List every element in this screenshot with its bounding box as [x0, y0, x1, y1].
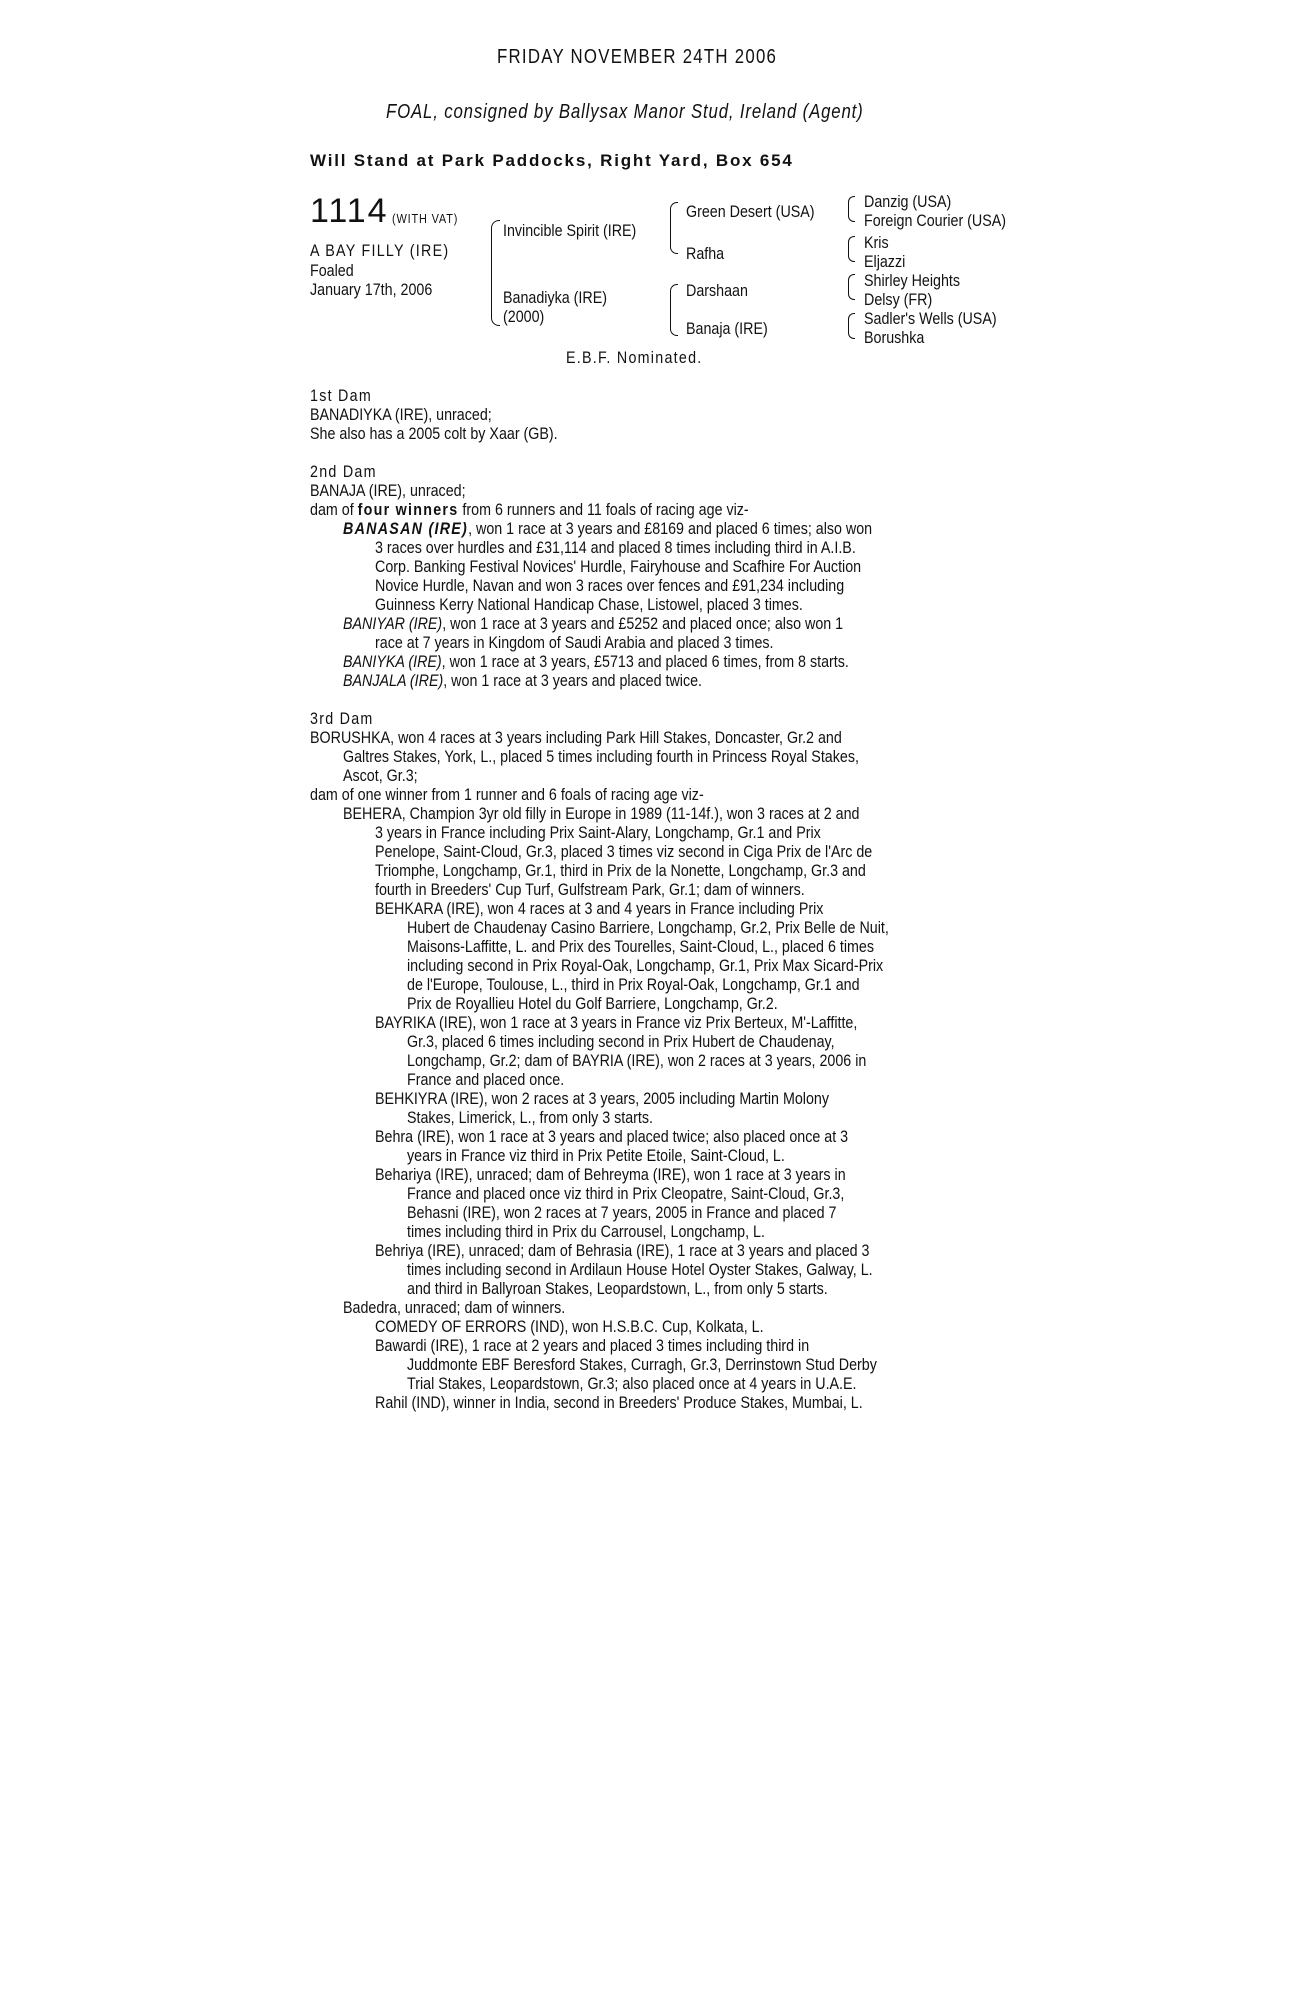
- dam3-line: Badedra, unraced; dam of winners.: [343, 1298, 566, 1317]
- dam3-line: Behariya (IRE), unraced; dam of Behreyma (IRE), won 1 race at 3 years in: [375, 1165, 846, 1184]
- pedigree-brace-ss: [848, 196, 855, 222]
- dam3-line: fourth in Breeders' Cup Turf, Gulfstream Park, Gr.1; dam of winners.: [375, 880, 805, 899]
- progeny-line: Novice Hurdle, Navan and won 3 races over fences and £91,234 including: [375, 576, 845, 595]
- pedigree-sire: Invincible Spirit (IRE): [503, 221, 637, 240]
- dam3-line: times including third in Prix du Carrousel, Longchamp, L.: [407, 1222, 765, 1241]
- dam3-line: Stakes, Limerick, L., from only 3 starts.: [407, 1108, 654, 1127]
- dam3-line: Prix de Royallieu Hotel du Golf Barriere, Longchamp, Gr.2.: [407, 994, 778, 1013]
- dam3-line: Behra (IRE), won 1 race at 3 years and placed twice; also placed once at 3: [375, 1127, 849, 1146]
- dam2-line: BANAJA (IRE), unraced;: [310, 481, 466, 500]
- pedigree-ssd: Foreign Courier (USA): [864, 211, 1007, 230]
- progeny-line: race at 7 years in Kingdom of Saudi Arabia and placed 3 times.: [375, 633, 774, 652]
- dam3-line: France and placed once.: [407, 1070, 565, 1089]
- pedigree-dam-year: (2000): [503, 307, 545, 326]
- dam3-line: Triomphe, Longchamp, Gr.1, third in Prix de la Nonette, Longchamp, Gr.3 and: [375, 861, 866, 880]
- foaled-date: January 17th, 2006: [310, 280, 433, 299]
- progeny-entry: BANIYKA (IRE), won 1 race at 3 years, £5713 and placed 6 times, from 8 starts.: [343, 652, 849, 671]
- dam1-heading: 1st Dam: [310, 386, 372, 405]
- pedigree-sss: Danzig (USA): [864, 192, 952, 211]
- pedigree-dds: Sadler's Wells (USA): [864, 309, 997, 328]
- dam1-line: She also has a 2005 colt by Xaar (GB).: [310, 424, 558, 443]
- dam3-line: Maisons-Laffitte, L. and Prix des Tourelles, Saint-Cloud, L., placed 6 times: [407, 937, 874, 956]
- progeny-entry: BANASAN (IRE), won 1 race at 3 years and £8169 and placed 6 times; also won: [343, 519, 873, 538]
- pedigree-sdd: Eljazzi: [864, 252, 906, 271]
- sale-date: FRIDAY NOVEMBER 24TH 2006: [497, 46, 778, 68]
- pedigree-brace-dd: [848, 313, 855, 339]
- ebf-nomination: E.B.F. Nominated.: [566, 348, 703, 367]
- dam3-line: and third in Ballyroan Stakes, Leopardstown, L., from only 5 starts.: [407, 1279, 828, 1298]
- dam3-line: times including second in Ardilaun House Hotel Oyster Stakes, Galway, L.: [407, 1260, 873, 1279]
- pedigree-brace-main: [491, 220, 500, 326]
- dam3-line: BEHKIYRA (IRE), won 2 races at 3 years, 2005 including Martin Molony: [375, 1089, 829, 1108]
- dam3-line: dam of one winner from 1 runner and 6 foals of racing age viz-: [310, 785, 704, 804]
- pedigree-dam-sire: Darshaan: [686, 281, 748, 300]
- dam3-line: Ascot, Gr.3;: [343, 766, 418, 785]
- progeny-line: Corp. Banking Festival Novices' Hurdle, Fairyhouse and Scafhire For Auction: [375, 557, 862, 576]
- lot-number: 1114: [310, 192, 389, 230]
- progeny-line: Guinness Kerry National Handicap Chase, Listowel, placed 3 times.: [375, 595, 803, 614]
- pedigree-dsd: Delsy (FR): [864, 290, 933, 309]
- dam3-line: BEHERA, Champion 3yr old filly in Europe in 1989 (11-14f.), won 3 races at 2 and: [343, 804, 860, 823]
- foaled-label: Foaled: [310, 261, 354, 280]
- dam2-line: dam of four winners from 6 runners and 11 foals of racing age viz-: [310, 500, 749, 519]
- pedigree-dam-dam: Banaja (IRE): [686, 319, 768, 338]
- pedigree-dam: Banadiyka (IRE): [503, 288, 607, 307]
- dam3-line: Behriya (IRE), unraced; dam of Behrasia (IRE), 1 race at 3 years and placed 3: [375, 1241, 870, 1260]
- dam3-heading: 3rd Dam: [310, 709, 374, 728]
- dam3-line: including second in Prix Royal-Oak, Longchamp, Gr.1, Prix Max Sicard-Prix: [407, 956, 884, 975]
- pedigree-ddd: Borushka: [864, 328, 925, 347]
- dam3-line: 3 years in France including Prix Saint-Alary, Longchamp, Gr.1 and Prix: [375, 823, 821, 842]
- pedigree-dss: Shirley Heights: [864, 271, 961, 290]
- consignor-line: FOAL, consigned by Ballysax Manor Stud, Ireland (Agent): [386, 101, 864, 123]
- pedigree-brace-sire: [670, 202, 678, 254]
- dam3-line: Juddmonte EBF Beresford Stakes, Curragh, Gr.3, Derrinstown Stud Derby: [407, 1355, 877, 1374]
- progeny-entry: BANJALA (IRE), won 1 race at 3 years and placed twice.: [343, 671, 703, 690]
- progeny-line: 3 races over hurdles and £31,114 and placed 8 times including third in A.I.B.: [375, 538, 856, 557]
- dam3-line: BEHKARA (IRE), won 4 races at 3 and 4 years in France including Prix: [375, 899, 824, 918]
- dam3-line: Bawardi (IRE), 1 race at 2 years and placed 3 times including third in: [375, 1336, 810, 1355]
- dam3-line: Gr.3, placed 6 times including second in Prix Hubert de Chaudenay,: [407, 1032, 835, 1051]
- dam3-line: BAYRIKA (IRE), won 1 race at 3 years in France viz Prix Berteux, M'-Laffitte,: [375, 1013, 858, 1032]
- pedigree-brace-dam: [670, 284, 678, 336]
- pedigree-sds: Kris: [864, 233, 889, 252]
- dam3-line: France and placed once viz third in Prix Cleopatre, Saint-Cloud, Gr.3,: [407, 1184, 845, 1203]
- dam1-line: BANADIYKA (IRE), unraced;: [310, 405, 492, 424]
- stand-location: Will Stand at Park Paddocks, Right Yard, Box 654: [310, 151, 794, 170]
- dam3-line: Behasni (IRE), won 2 races at 7 years, 2005 in France and placed 7: [407, 1203, 837, 1222]
- vat-note: (WITH VAT): [392, 211, 459, 226]
- pedigree-sire-sire: Green Desert (USA): [686, 202, 815, 221]
- dam3-line: Longchamp, Gr.2; dam of BAYRIA (IRE), won 2 races at 3 years, 2006 in: [407, 1051, 867, 1070]
- dam3-line: COMEDY OF ERRORS (IND), won H.S.B.C. Cup, Kolkata, L.: [375, 1317, 764, 1336]
- progeny-entry: BANIYAR (IRE), won 1 race at 3 years and £5252 and placed once; also won 1: [343, 614, 844, 633]
- dam3-line: Hubert de Chaudenay Casino Barriere, Longchamp, Gr.2, Prix Belle de Nuit,: [407, 918, 889, 937]
- dam3-line: years in France viz third in Prix Petite Etoile, Saint-Cloud, L.: [407, 1146, 785, 1165]
- dam3-line: de l'Europe, Toulouse, L., third in Prix Royal-Oak, Longchamp, Gr.1 and: [407, 975, 860, 994]
- lot-name: A BAY FILLY (IRE): [310, 241, 450, 260]
- pedigree-brace-ds: [848, 274, 855, 300]
- pedigree-sire-dam: Rafha: [686, 244, 725, 263]
- dam3-line: Galtres Stakes, York, L., placed 5 times including fourth in Princess Royal Stakes,: [343, 747, 859, 766]
- pedigree-brace-sd: [848, 236, 855, 262]
- dam3-line: Trial Stakes, Leopardstown, Gr.3; also placed once at 4 years in U.A.E.: [407, 1374, 857, 1393]
- dam3-line: Penelope, Saint-Cloud, Gr.3, placed 3 times viz second in Ciga Prix de l'Arc de: [375, 842, 873, 861]
- dam3-line: Rahil (IND), winner in India, second in Breeders' Produce Stakes, Mumbai, L.: [375, 1393, 863, 1412]
- dam2-heading: 2nd Dam: [310, 462, 377, 481]
- dam3-line: BORUSHKA, won 4 races at 3 years including Park Hill Stakes, Doncaster, Gr.2 and: [310, 728, 842, 747]
